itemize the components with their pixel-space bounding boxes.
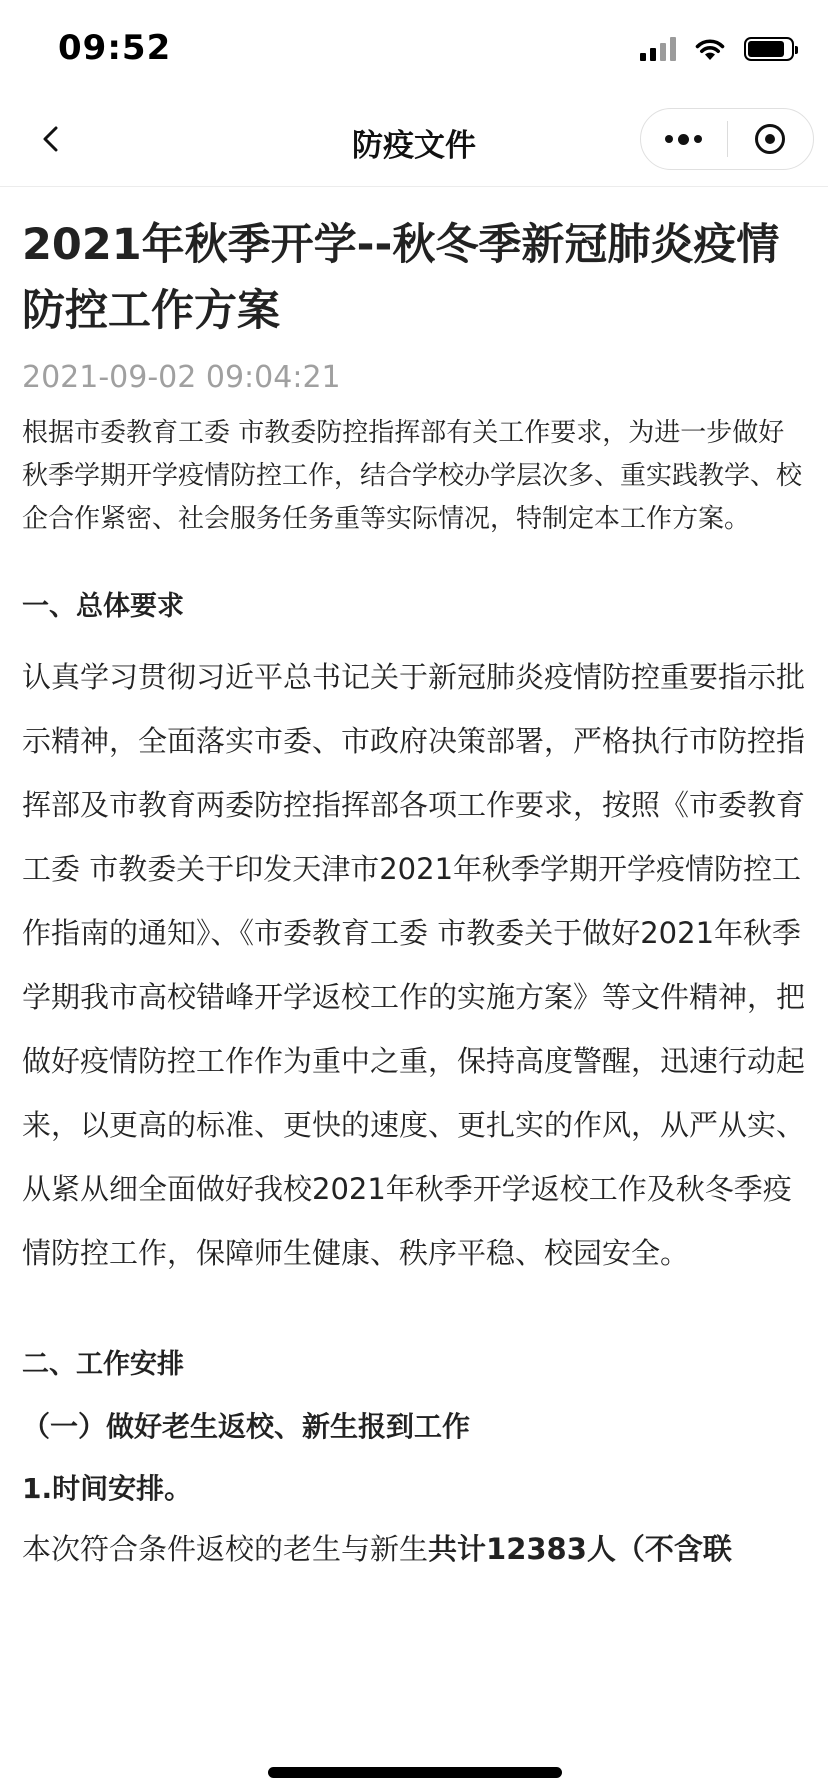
- close-miniprogram-button[interactable]: [728, 109, 814, 169]
- item-paragraph-text: 本次符合条件返校的老生与新生: [22, 1532, 429, 1566]
- wifi-icon: [694, 36, 726, 62]
- miniprogram-capsule: [640, 108, 814, 170]
- target-circle-icon: [755, 124, 785, 154]
- more-dots-icon[interactable]: [641, 109, 727, 169]
- item-paragraph-bold: 共计12383人（不含联: [428, 1532, 732, 1566]
- sub-heading: （一）做好老生返校、新生报到工作: [22, 1410, 471, 1443]
- sub-sub-heading: 1.时间安排。: [22, 1472, 193, 1505]
- intro-paragraph: 根据市委教育工委 市教委防控指挥部有关工作要求，为进一步做好秋季学期开学疫情防控工作，结合学校办学层次多、重实践教学、校企合作紧密、社会服务任务重等实际情况，特制定本工作方案。: [22, 418, 803, 534]
- nav-bar: [0, 96, 828, 187]
- cellular-signal-icon: [640, 37, 676, 61]
- section-body: 认真学习贯彻习近平总书记关于新冠肺炎疫情防控重要指示批示精神，全面落实市委、市政府决策部署，严格执行市防控指挥部及市教育两委防控指挥部各项工作要求，按照《市委教育工委 市教委关于印发天津市2021年秋季学期开学疫情防控工作指南的通知》、《市委教育工委 市教委关于做好2021年秋季学期我市高校错峰开学返校工作的实施方案》等文件精神，把做好疫情防控工作作为重中之重，保持高度警醒，迅速行动起来，以更高的标准、更快的速度、更扎实的作风，从严从实、从紧从细全面做好我校2021年秋季开学返校工作及秋冬季疫情防控工作，保障师生健康、秩序平稳、校园安全。: [22, 660, 806, 1270]
- item-paragraph: [22, 1527, 806, 1571]
- article-date: 2021-09-02 09:04:21: [22, 360, 341, 395]
- article-title: 2021年秋季开学--秋冬季新冠肺炎疫情防控工作方案: [22, 220, 780, 336]
- status-icons: [640, 36, 794, 62]
- article: [22, 186, 806, 1571]
- section-heading: 一、总体要求: [22, 591, 184, 622]
- home-indicator: [268, 1767, 562, 1778]
- battery-icon: [744, 37, 794, 61]
- status-bar: [0, 0, 828, 96]
- status-time: 09:52: [58, 28, 172, 68]
- nav-title: 防疫文件: [352, 128, 476, 164]
- section-heading: 二、工作安排: [22, 1349, 184, 1380]
